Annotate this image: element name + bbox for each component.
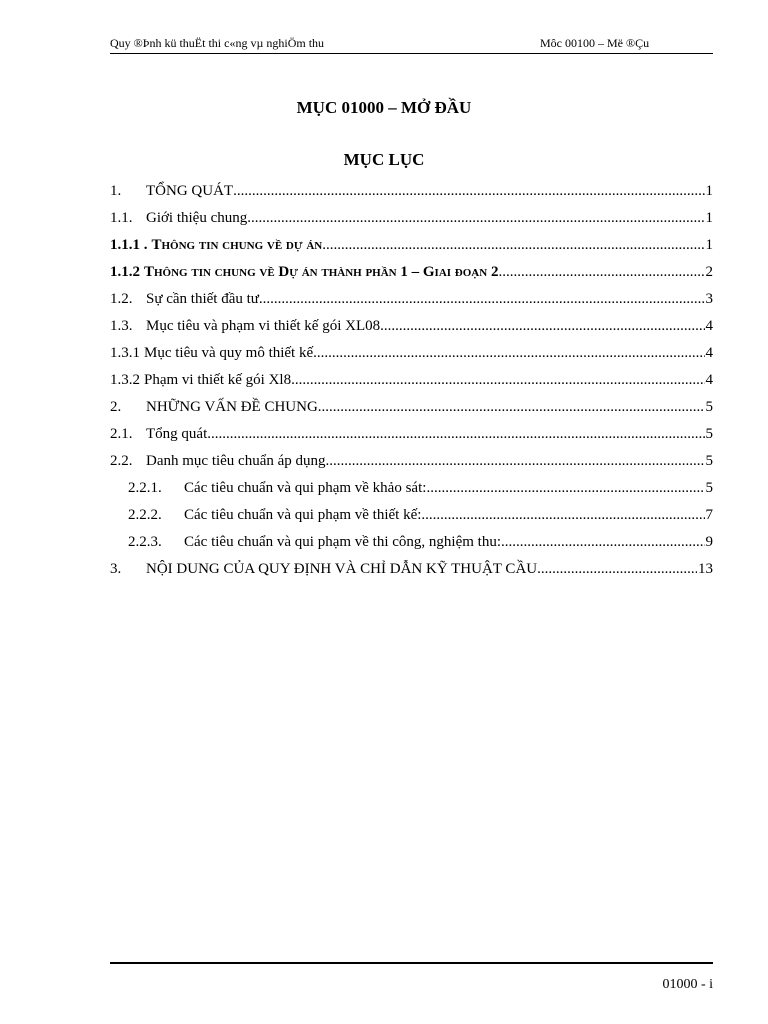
toc-entry-number: 1.1.2 — [110, 264, 140, 280]
toc-entry-number: 2.2. — [110, 453, 133, 469]
toc-dot-leader — [426, 475, 704, 502]
toc-entry-page: 2 — [705, 264, 713, 280]
toc-entry-title: NHỮNG VẤN ĐỀ CHUNG — [146, 399, 318, 415]
toc-entry-number: 2.2.1. — [128, 480, 162, 496]
toc-entry-title: Các tiêu chuẩn và qui phạm về thiết kế: — [184, 507, 422, 523]
toc-dot-leader — [326, 448, 705, 475]
header-rule — [110, 53, 713, 54]
toc-entry-title: Thông tin chung về Dự án thành phần 1 – Giai đoạn 2 — [144, 264, 499, 280]
toc-dot-leader — [259, 286, 705, 313]
toc-entry-page: 1 — [705, 237, 713, 253]
toc-entry[interactable] — [110, 529, 713, 556]
header-right-text: Môc 00100 – Më ®Çu — [540, 36, 650, 50]
toc-dot-leader — [380, 313, 704, 340]
toc-entry-title: Mục tiêu và phạm vi thiết kế gói XL08 — [146, 318, 381, 334]
page-number: 01000 - i — [662, 977, 713, 992]
section-title: MỤC 01000 – MỞ ĐẦU — [296, 98, 472, 117]
toc-entry[interactable] — [110, 421, 713, 448]
toc-entry-page: 5 — [705, 426, 713, 442]
toc-heading: MỤC LỤC — [343, 150, 425, 169]
toc-entry-page: 1 — [705, 210, 713, 226]
toc-entry-page: 5 — [705, 453, 713, 469]
toc-entry-number: 2.2.2. — [128, 507, 162, 523]
toc-entry[interactable] — [110, 232, 713, 259]
toc-entry-page: 9 — [705, 534, 713, 550]
toc-entry-number: 3. — [110, 561, 122, 577]
toc-entry-number: 2.1. — [110, 426, 133, 442]
toc-entry[interactable] — [110, 475, 713, 502]
toc-entry[interactable] — [110, 448, 713, 475]
toc-entry-page: 3 — [705, 291, 713, 307]
toc-entry[interactable] — [110, 286, 713, 313]
toc-entry-number: 1.3.2 — [110, 372, 140, 388]
toc-entry-page: 5 — [705, 480, 713, 496]
toc-entry[interactable] — [110, 556, 713, 583]
toc-entry[interactable] — [110, 178, 713, 205]
toc-entry-title: Tổng quát — [146, 426, 208, 442]
toc-entry-page: 5 — [705, 399, 713, 415]
toc-entry-title: Danh mục tiêu chuẩn áp dụng — [146, 453, 326, 469]
toc-entry-page: 4 — [705, 318, 713, 334]
toc-entry[interactable] — [110, 367, 713, 394]
toc-entry[interactable] — [110, 394, 713, 421]
toc-entry-page: 7 — [705, 507, 713, 523]
toc-entry-title: Phạm vi thiết kế gói Xl8 — [144, 372, 292, 388]
toc-entry-number: 1.1.1 . — [110, 237, 148, 253]
toc-entry[interactable] — [110, 259, 713, 286]
toc-dot-leader — [322, 232, 704, 259]
toc-entry-title: Các tiêu chuẩn và qui phạm về khảo sát: — [184, 480, 427, 496]
toc-entry-number: 2.2.3. — [128, 534, 162, 550]
toc-entry-title: Các tiêu chuẩn và qui phạm về thi công, nghiệm thu: — [184, 534, 502, 550]
toc-entry-title: NỘI DUNG CỦA QUY ĐỊNH VÀ CHỈ DẪN KỸ THUẬT CẦU — [146, 561, 538, 577]
toc-dot-leader — [537, 556, 697, 583]
running-header — [110, 36, 713, 54]
toc-entry-title: Giới thiệu chung — [146, 210, 248, 226]
toc-entry[interactable] — [110, 205, 713, 232]
toc-entry-number: 1.3. — [110, 318, 133, 334]
toc-entry-title: TỔNG QUÁT — [146, 183, 234, 199]
toc-dot-leader — [501, 529, 704, 556]
toc-dot-leader — [498, 259, 704, 286]
toc-dot-leader — [291, 367, 704, 394]
header-left-text: Quy ®Þnh kü thuËt thi c«ng vµ nghiÖm thu — [110, 36, 325, 50]
toc-entry[interactable] — [110, 502, 713, 529]
table-of-contents — [110, 178, 713, 583]
toc-dot-leader — [313, 340, 704, 367]
toc-entry-page: 1 — [705, 183, 713, 199]
toc-entry-number: 1.3.1 — [110, 345, 140, 361]
toc-entry-number: 2. — [110, 399, 122, 415]
toc-entry-title: Thông tin chung về dự án — [151, 237, 323, 253]
toc-entry-page: 4 — [705, 345, 713, 361]
toc-entry[interactable] — [110, 340, 713, 367]
toc-entry-title: Mục tiêu và quy mô thiết kế — [144, 345, 314, 361]
toc-entry-page: 4 — [705, 372, 713, 388]
toc-dot-leader — [247, 205, 704, 232]
toc-entry-title: Sự cần thiết đầu tư — [146, 291, 259, 307]
toc-entry[interactable] — [110, 313, 713, 340]
toc-dot-leader — [421, 502, 704, 529]
toc-dot-leader — [233, 178, 704, 205]
toc-entry-number: 1. — [110, 183, 122, 199]
toc-dot-leader — [318, 394, 705, 421]
toc-entry-number: 1.1. — [110, 210, 133, 226]
toc-entry-page: 13 — [698, 561, 713, 577]
toc-entry-number: 1.2. — [110, 291, 133, 307]
footer-rule — [110, 962, 713, 964]
toc-dot-leader — [207, 421, 704, 448]
